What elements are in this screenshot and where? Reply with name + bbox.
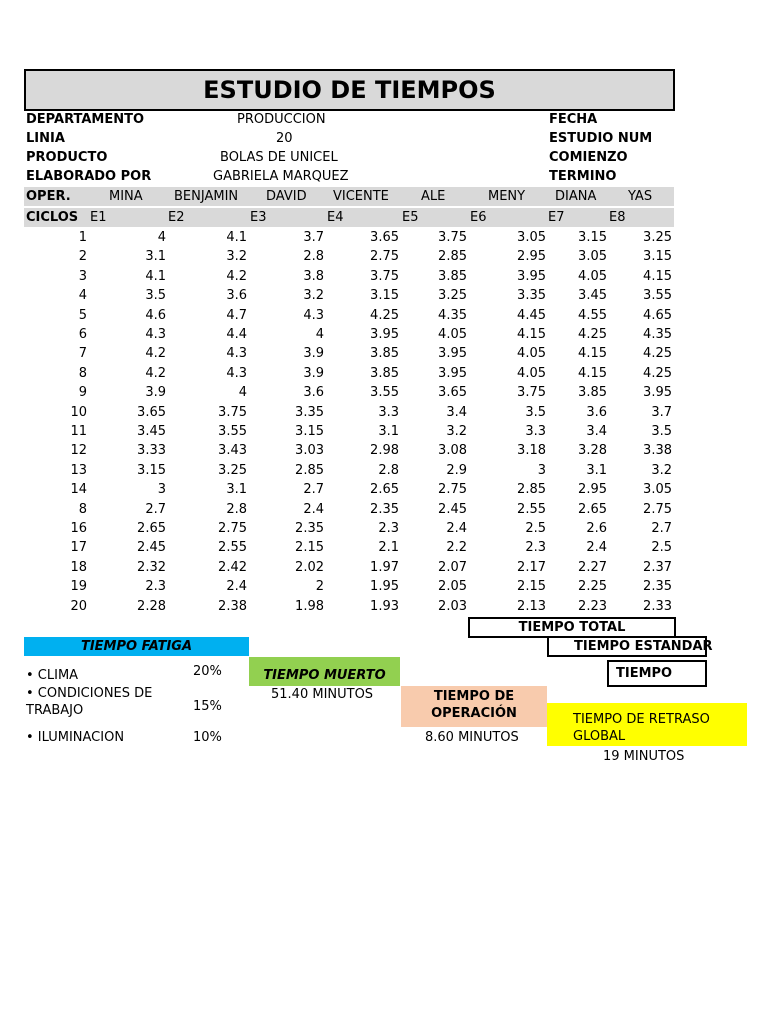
time-cell: 3.05: [517, 230, 546, 245]
time-cell: 2.4: [446, 521, 467, 536]
time-box: TIEMPO: [607, 660, 707, 687]
time-cell: 4.15: [517, 327, 546, 342]
cycle-number: 16: [70, 521, 87, 536]
time-cell: 2.23: [578, 598, 607, 614]
time-cell: 3.25: [438, 288, 467, 304]
time-cell: 3.7: [303, 230, 324, 245]
line-value: 20: [276, 131, 293, 146]
time-cell: 3.45: [137, 424, 166, 439]
time-cell: 4.2: [145, 365, 166, 381]
time-cell: 2.65: [578, 501, 607, 517]
time-cell: 2.95: [578, 482, 607, 498]
time-cell: 2.13: [517, 598, 546, 614]
time-cell: 2.2: [446, 540, 467, 556]
time-cell: 3.95: [438, 365, 467, 381]
time-cell: 2.7: [303, 482, 324, 498]
dead-time-value: 51.40 MINUTOS: [271, 687, 374, 702]
time-cell: 2.3: [525, 540, 546, 556]
time-cell: 4.3: [226, 346, 247, 362]
time-cell: 3.65: [438, 385, 467, 401]
time-cell: 2.95: [517, 249, 546, 265]
time-cell: 2.55: [218, 540, 247, 556]
time-cell: 3.1: [378, 424, 399, 439]
dept-value: PRODUCCION: [237, 112, 326, 127]
time-cell: 3.75: [517, 385, 546, 401]
cycle-code: E6: [470, 210, 487, 225]
time-cell: 3.25: [643, 230, 672, 245]
dept-label: DEPARTAMENTO: [26, 112, 145, 127]
cycle-number: 4: [78, 288, 87, 304]
time-cell: 4.05: [438, 327, 467, 342]
time-cell: 2.35: [295, 521, 324, 536]
cycle-number: 17: [70, 540, 87, 556]
time-cell: 2.45: [438, 501, 467, 517]
author-label: ELABORADO POR: [26, 169, 152, 184]
time-cell: 2.38: [218, 598, 247, 614]
time-cell: 2: [315, 579, 324, 595]
time-cell: 3.9: [303, 346, 324, 362]
time-cell: 4.2: [226, 268, 247, 284]
time-cell: 2.33: [643, 598, 672, 614]
time-cell: 2.98: [370, 443, 399, 459]
time-cell: 3.35: [517, 288, 546, 304]
time-cell: 3.75: [438, 230, 467, 245]
time-cell: 3.43: [218, 443, 247, 459]
page-title: ESTUDIO DE TIEMPOS: [24, 69, 675, 111]
total-time-box: TIEMPO TOTAL: [468, 617, 676, 638]
time-cell: 3.18: [517, 443, 546, 459]
global-time-header: TIEMPO DE RETRASO GLOBAL: [547, 703, 747, 746]
cycle-number: 11: [70, 424, 87, 439]
fatigue-item-value: 15%: [193, 699, 222, 714]
time-cell: 3.45: [578, 288, 607, 304]
time-cell: 4.3: [303, 307, 324, 323]
time-cell: 4: [315, 327, 324, 342]
time-cell: 3.28: [578, 443, 607, 459]
time-cell: 2.75: [218, 521, 247, 536]
time-cell: 4: [157, 230, 166, 245]
time-cell: 2.28: [137, 598, 166, 614]
time-cell: 4.25: [643, 365, 672, 381]
time-cell: 2.32: [137, 559, 166, 575]
time-cell: 2.85: [517, 482, 546, 498]
time-cell: 2.65: [137, 521, 166, 536]
time-cell: 3.95: [517, 268, 546, 284]
cycles-label: CICLOS: [26, 210, 79, 225]
time-cell: 4.65: [643, 307, 672, 323]
operation-time-value: 8.60 MINUTOS: [425, 730, 519, 745]
time-cell: 4.45: [517, 307, 546, 323]
time-cell: 3.55: [218, 424, 247, 439]
fatigue-item-label: • ILUMINACION: [26, 730, 125, 745]
time-cell: 3.2: [651, 462, 672, 478]
time-cell: 4.25: [643, 346, 672, 362]
time-cell: 2.07: [438, 559, 467, 575]
time-cell: 3.15: [643, 249, 672, 265]
time-cell: 3: [157, 482, 166, 498]
line-label: LINIA: [26, 131, 65, 146]
cycle-number: 14: [70, 482, 87, 498]
time-cell: 4.1: [145, 268, 166, 284]
time-cell: 4.4: [226, 327, 247, 342]
time-cell: 4.15: [643, 268, 672, 284]
time-cell: 2.05: [438, 579, 467, 595]
operator-name: DAVID: [266, 189, 307, 204]
cycle-code: E2: [168, 210, 185, 225]
time-cell: 3.75: [218, 404, 247, 420]
time-cell: 3.08: [438, 443, 467, 459]
start-label: COMIENZO: [549, 150, 628, 165]
time-cell: 3.5: [525, 404, 546, 420]
time-cell: 4.35: [643, 327, 672, 342]
time-cell: 3.6: [586, 404, 607, 420]
cycle-number: 6: [78, 327, 87, 342]
time-cell: 2.8: [226, 501, 247, 517]
cycle-number: 8: [78, 501, 87, 517]
time-cell: 3.9: [145, 385, 166, 401]
time-cell: 3.6: [303, 385, 324, 401]
time-cell: 4.55: [578, 307, 607, 323]
time-cell: 3.05: [643, 482, 672, 498]
time-cell: 4.1: [226, 230, 247, 245]
time-cell: 3.55: [370, 385, 399, 401]
time-cell: 2.1: [378, 540, 399, 556]
time-cell: 3.55: [643, 288, 672, 304]
cycle-code: E7: [548, 210, 565, 225]
global-time-value: 19 MINUTOS: [603, 749, 685, 764]
time-cell: 2.9: [446, 462, 467, 478]
time-cell: 3: [537, 462, 546, 478]
time-cell: 3.15: [295, 424, 324, 439]
time-cell: 3.85: [370, 346, 399, 362]
cycle-code: E8: [609, 210, 626, 225]
operators-label: OPER.: [26, 189, 71, 204]
cycle-number: 8: [78, 365, 87, 381]
time-cell: 2.65: [370, 482, 399, 498]
time-cell: 4.25: [578, 327, 607, 342]
time-cell: 2.03: [438, 598, 467, 614]
date-label: FECHA: [549, 112, 598, 127]
operator-name: BENJAMIN: [174, 189, 239, 204]
cycle-code: E4: [327, 210, 344, 225]
time-cell: 2.4: [226, 579, 247, 595]
time-cell: 2.4: [303, 501, 324, 517]
operator-name: ALE: [421, 189, 446, 204]
operator-name: MINA: [109, 189, 143, 204]
time-cell: 1.93: [370, 598, 399, 614]
time-cell: 2.75: [643, 501, 672, 517]
time-cell: 2.15: [517, 579, 546, 595]
time-cell: 2.42: [218, 559, 247, 575]
time-cell: 4.15: [578, 346, 607, 362]
time-cell: 2.75: [438, 482, 467, 498]
time-cell: 4.25: [370, 307, 399, 323]
time-cell: 2.27: [578, 559, 607, 575]
time-cell: 3.1: [226, 482, 247, 498]
fatigue-item-value: 20%: [193, 664, 222, 679]
time-cell: 3.03: [295, 443, 324, 459]
dead-time-header: TIEMPO MUERTO: [249, 657, 400, 686]
time-cell: 3.95: [438, 346, 467, 362]
time-cell: 3.15: [370, 288, 399, 304]
time-cell: 2.17: [517, 559, 546, 575]
time-cell: 3.6: [226, 288, 247, 304]
time-cell: 3.7: [651, 404, 672, 420]
cycle-number: 1: [78, 230, 87, 245]
time-cell: 2.8: [378, 462, 399, 478]
time-cell: 3.15: [137, 462, 166, 478]
time-cell: 4.3: [145, 327, 166, 342]
time-cell: 3.65: [370, 230, 399, 245]
time-cell: 2.55: [517, 501, 546, 517]
time-cell: 3.4: [586, 424, 607, 439]
time-cell: 2.6: [586, 521, 607, 536]
time-cell: 1.98: [295, 598, 324, 614]
cycle-number: 19: [70, 579, 87, 595]
time-cell: 3.1: [586, 462, 607, 478]
time-cell: 1.97: [370, 559, 399, 575]
time-cell: 3.2: [446, 424, 467, 439]
time-cell: 4.15: [578, 365, 607, 381]
author-value: GABRIELA MARQUEZ: [213, 169, 349, 184]
cycle-number: 10: [70, 404, 87, 420]
time-cell: 2.25: [578, 579, 607, 595]
time-cell: 3.25: [218, 462, 247, 478]
time-cell: 3.05: [578, 249, 607, 265]
time-cell: 3.9: [303, 365, 324, 381]
end-label: TERMINO: [549, 169, 617, 184]
cycle-code: E1: [90, 210, 107, 225]
cycle-number: 12: [70, 443, 87, 459]
time-cell: 2.7: [145, 501, 166, 517]
time-cell: 2.85: [438, 249, 467, 265]
time-cell: 4.2: [145, 346, 166, 362]
fatigue-item-label: • CLIMA: [26, 668, 79, 683]
fatigue-header: TIEMPO FATIGA: [24, 637, 249, 656]
time-cell: 3.3: [525, 424, 546, 439]
time-cell: 3.75: [370, 268, 399, 284]
cycle-number: 13: [70, 462, 87, 478]
time-cell: 3.85: [438, 268, 467, 284]
time-cell: 3.95: [643, 385, 672, 401]
time-cell: 1.95: [370, 579, 399, 595]
cycle-number: 7: [78, 346, 87, 362]
time-cell: 3.5: [651, 424, 672, 439]
cycle-code: E3: [250, 210, 267, 225]
time-cell: 2.45: [137, 540, 166, 556]
fatigue-item-value: 10%: [193, 730, 222, 745]
time-cell: 3.4: [446, 404, 467, 420]
time-cell: 4.7: [226, 307, 247, 323]
time-cell: 3.15: [578, 230, 607, 245]
product-value: BOLAS DE UNICEL: [220, 150, 338, 165]
cycle-number: 2: [78, 249, 87, 265]
time-cell: 2.5: [525, 521, 546, 536]
time-cell: 3.2: [226, 249, 247, 265]
time-cell: 2.35: [643, 579, 672, 595]
time-cell: 4.05: [578, 268, 607, 284]
time-cell: 3.65: [137, 404, 166, 420]
time-cell: 2.4: [586, 540, 607, 556]
time-cell: 2.85: [295, 462, 324, 478]
time-cell: 3.8: [303, 268, 324, 284]
time-cell: 3.5: [145, 288, 166, 304]
time-cell: 3.85: [578, 385, 607, 401]
operator-name: VICENTE: [333, 189, 389, 204]
cycle-number: 3: [78, 268, 87, 284]
cycle-number: 18: [70, 559, 87, 575]
product-label: PRODUCTO: [26, 150, 108, 165]
time-cell: 4.3: [226, 365, 247, 381]
operator-name: MENY: [488, 189, 526, 204]
time-cell: 3.2: [303, 288, 324, 304]
time-cell: 2.37: [643, 559, 672, 575]
time-cell: 2.15: [295, 540, 324, 556]
operator-name: DIANA: [555, 189, 597, 204]
study-label: ESTUDIO NUM: [549, 131, 653, 146]
time-cell: 2.3: [378, 521, 399, 536]
time-cell: 3.95: [370, 327, 399, 342]
operation-time-header: TIEMPO DE OPERACIÓN: [401, 686, 547, 727]
time-cell: 2.35: [370, 501, 399, 517]
time-cell: 2.5: [651, 540, 672, 556]
time-cell: 3.3: [378, 404, 399, 420]
time-cell: 4.05: [517, 365, 546, 381]
time-cell: 2.3: [145, 579, 166, 595]
standard-time-box: TIEMPO ESTANDAR: [547, 636, 707, 657]
cycle-number: 5: [78, 307, 87, 323]
cycle-number: 20: [70, 598, 87, 614]
time-cell: 3.35: [295, 404, 324, 420]
time-cell: 3.38: [643, 443, 672, 459]
time-cell: 4.35: [438, 307, 467, 323]
cycle-number: 9: [78, 385, 87, 401]
cycle-code: E5: [402, 210, 419, 225]
time-cell: 3.33: [137, 443, 166, 459]
time-cell: 2.8: [303, 249, 324, 265]
time-cell: 2.75: [370, 249, 399, 265]
operator-name: YAS: [628, 189, 653, 204]
cycles-row: [24, 208, 674, 227]
time-cell: 4.6: [145, 307, 166, 323]
time-cell: 2.02: [295, 559, 324, 575]
time-cell: 2.7: [651, 521, 672, 536]
time-cell: 3.1: [145, 249, 166, 265]
time-cell: 3.85: [370, 365, 399, 381]
time-cell: 4: [238, 385, 247, 401]
time-cell: 4.05: [517, 346, 546, 362]
fatigue-item-label: • CONDICIONES DE TRABAJO: [26, 686, 153, 718]
